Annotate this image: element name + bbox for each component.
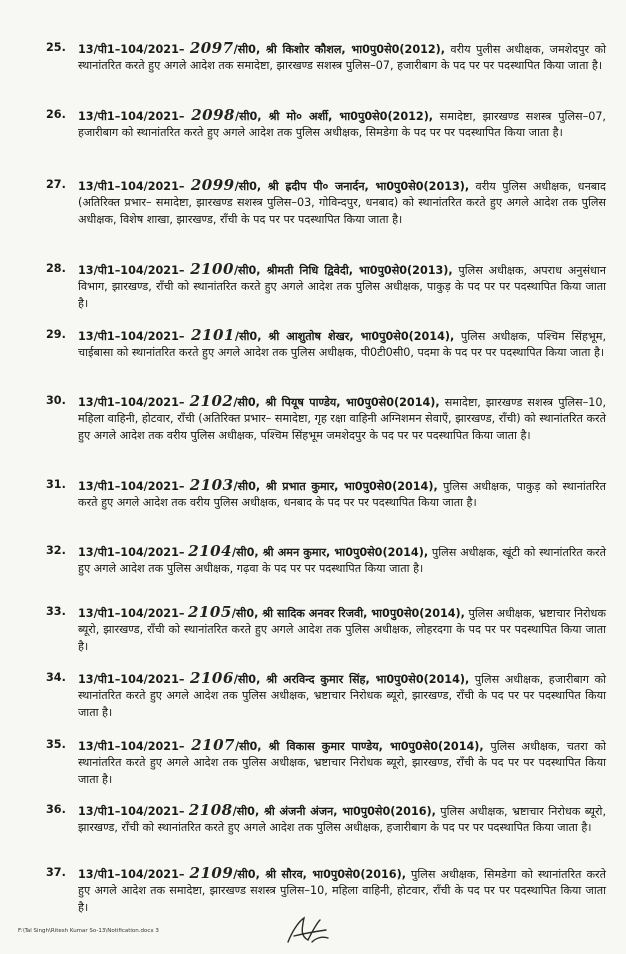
order-code: 13/पी1–104/2021–: [78, 740, 185, 753]
item-number: 25.: [46, 41, 66, 54]
handwritten-number: 2098: [191, 106, 235, 124]
order-code: 13/पी1–104/2021–: [78, 673, 185, 686]
item-number: 27.: [46, 178, 66, 191]
item-text: [78, 604, 606, 655]
item-number: 32.: [46, 544, 66, 557]
handwritten-number: 2105: [188, 603, 232, 621]
list-item: [46, 261, 606, 312]
handwritten-number: 2102: [189, 392, 234, 410]
item-body: पुलिस अधीक्षक, अपराध अनुसंधान विभाग, झारखण्ड, राँची को स्थानांतरित करते हुए अगले आदेश तक पुलिस अधीक्षक, पाकुड़ के पद पर पर पदस्थापित किया जाता है।: [78, 264, 606, 310]
officer-name: /सी0, श्री विकास कुमार पाण्डेय, भा0पु0से0(2014),: [234, 740, 484, 753]
list-item: [46, 177, 606, 228]
list-item: [46, 737, 606, 788]
officer-name: /सी0, श्री ह्रदीप पी० जनार्दन, भा0पु0से0(2013),: [234, 180, 470, 193]
item-text: [78, 40, 606, 75]
handwritten-number: 2107: [191, 736, 235, 754]
item-body: पुलिस अधीक्षक, सिमडेगा को स्थानांतरित करते हुए अगले आदेश तक समादेष्टा, झारखण्ड सशस्त्र पुलिस–10, महिला वाहिनी, होटवार, राँची के पद पर पर पदस्थापित किया जाता है।: [78, 868, 606, 914]
item-body: समादेष्टा, झारखण्ड सशस्त्र पुलिस–10, महिला वाहिनी, होटवार, राँची (अतिरिक्त प्रभार– समादेष्टा, गृह रक्षा वाहिनी अग्निशमन सेवाएँ, झारखण्ड, राँची) को स्थानांतरित करते हुए अगले आदेश तक वरीय पुलिस अधीक्षक, पश्चिम सिंहभूम जमशेदपुर के पद पर पर पदस्थापित किया जाता है।: [78, 396, 606, 442]
handwritten-number: 2101: [191, 326, 235, 344]
handwritten-number: 2106: [190, 669, 234, 687]
item-body: पुलिस अधीक्षक, पाकुड़ को स्थानांतरित करते हुए अगले आदेश तक वरीय पुलिस अधीक्षक, धनबाद के पद पर पर पदस्थापित किया जाता है।: [78, 480, 606, 510]
officer-name: /सी0, श्री पियूष पाण्डेय, भा0पु0से0(2014),: [233, 396, 440, 409]
officer-name: /सी0, श्रीमती निधि द्विवेदी, भा0पु0से0(2013),: [233, 264, 453, 277]
item-text: [78, 107, 606, 142]
item-number: 33.: [46, 605, 66, 618]
handwritten-number: 2108: [188, 801, 233, 819]
officer-name: /सी0, श्री आशुतोष शेखर, भा0पु0से0(2014),: [234, 330, 455, 343]
list-item: [46, 865, 606, 916]
item-text: [78, 543, 606, 578]
item-body: पुलिस अधीक्षक, पश्चिम सिंहभूम, चाईबासा को स्थानांतरित करते हुए अगले आदेश तक पुलिस अधीक्षक, पी0टी0सी0, पदमा के पद पर पर पदस्थापित किया जाता है।: [78, 330, 606, 360]
officer-name: /सी0, श्री प्रभात कुमार, भा0पु0से0(2014),: [233, 480, 438, 493]
item-body: पुलिस अधीक्षक, खूंटी को स्थानांतरित करते हुए अगले आदेश तक पुलिस अधीक्षक, गढ़वा के पद पर पर पदस्थापित किया जाता है।: [78, 546, 607, 576]
order-code: 13/पी1–104/2021–: [78, 396, 185, 409]
order-code: 13/पी1–104/2021–: [78, 480, 185, 493]
order-code: 13/पी1–104/2021–: [78, 607, 185, 620]
signature: [282, 914, 334, 948]
item-number: 34.: [46, 671, 66, 684]
item-text: [78, 393, 606, 444]
item-number: 37.: [46, 866, 66, 879]
handwritten-number: 2109: [189, 864, 234, 882]
item-body: पुलिस अधीक्षक, भ्रष्टाचार निरोधक ब्यूरो, झारखण्ड, राँची को स्थानांतरित करते हुए अगले आदेश तक पुलिस अधीक्षक, लोहरदगा के पद पर पर पदस्थापित किया जाता है।: [78, 607, 606, 653]
officer-name: /सी0, श्री सादिक अनवर रिजवी, भा0पु0से0(2014),: [231, 607, 465, 620]
handwritten-number: 2097: [189, 39, 234, 57]
officer-name: /सी0, श्री अरविन्द कुमार सिंह, भा0पु0से0(2014),: [233, 673, 470, 686]
officer-name: /सी0, श्री अमन कुमार, भा0पु0से0(2014),: [232, 546, 429, 559]
order-code: 13/पी1–104/2021–: [78, 330, 185, 343]
item-number: 29.: [46, 328, 66, 341]
item-number: 35.: [46, 738, 66, 751]
order-code: 13/पी1–104/2021–: [78, 868, 185, 881]
list-item: [46, 604, 606, 655]
list-item: [46, 327, 606, 362]
officer-name: /सी0, श्री मो० अर्शी, भा0पु0से0(2012),: [234, 110, 434, 123]
officer-name: /सी0, श्री सौरव, भा0पु0से0(2016),: [233, 868, 406, 881]
list-item: [46, 802, 606, 837]
handwritten-number: 2104: [188, 542, 233, 560]
list-item: [46, 40, 606, 75]
handwritten-number: 2100: [190, 260, 234, 278]
list-item: [46, 393, 606, 444]
item-text: [78, 177, 606, 228]
item-body: वरीय पुलीस अधीक्षक, जमशेदपुर को स्थानांतरित करते हुए अगले आदेश तक समादेष्टा, झारखण्ड सशस्त्र पुलिस–07, हजारीबाग के पद पर पर पदस्थापित किया जाता है।: [78, 43, 606, 73]
handwritten-number: 2099: [190, 176, 235, 194]
item-text: [78, 802, 606, 837]
item-text: [78, 865, 606, 916]
item-text: [78, 261, 606, 312]
item-number: 26.: [46, 108, 66, 121]
item-text: [78, 477, 606, 512]
file-path-footer: F:\Tal Singh\Ritesh Kumar So-13\Notification.docx 3: [18, 928, 159, 934]
item-text: [78, 327, 606, 362]
list-item: [46, 107, 606, 142]
item-body: पुलिस अधीक्षक, हजारीबाग को स्थानांतरित करते हुए अगले आदेश तक पुलिस अधीक्षक, भ्रष्टाचार निरोधक ब्यूरो, झारखण्ड, राँची के पद पर पर पदस्थापित किया जाता है।: [78, 673, 606, 719]
officer-name: /सी0, श्री अंजनी अंजन, भा0पु0से0(2016),: [232, 805, 436, 818]
item-text: [78, 737, 606, 788]
order-code: 13/पी1–104/2021–: [78, 546, 185, 559]
item-body: पुलिस अधीक्षक, चतरा को स्थानांतरित करते हुए अगले आदेश तक पुलिस अधीक्षक, भ्रष्टाचार निरोधक ब्यूरो, झारखण्ड, राँची के पद पर पर पदस्थापित किया जाता है।: [78, 740, 606, 786]
item-body: समादेष्टा, झारखण्ड सशस्त्र पुलिस–07, हजारीबाग को स्थानांतरित करते हुए अगले आदेश तक पुलिस अधीक्षक, सिमडेगा के पद पर पर पदस्थापित किया जाता है।: [78, 110, 606, 140]
item-number: 31.: [46, 478, 66, 491]
list-item: [46, 543, 606, 578]
list-item: [46, 670, 606, 721]
order-code: 13/पी1–104/2021–: [78, 264, 185, 277]
item-number: 36.: [46, 803, 66, 816]
item-number: 30.: [46, 394, 66, 407]
handwritten-number: 2103: [189, 476, 234, 494]
order-code: 13/पी1–104/2021–: [78, 180, 185, 193]
list-item: [46, 477, 606, 512]
order-code: 13/पी1–104/2021–: [78, 110, 185, 123]
order-code: 13/पी1–104/2021–: [78, 43, 185, 56]
item-number: 28.: [46, 262, 66, 275]
item-body: वरीय पुलिस अधीक्षक, धनबाद (अतिरिक्त प्रभार– समादेष्टा, झारखण्ड सशस्त्र पुलिस–03, गोविन्दपुर, धनबाद) को स्थानांतरित करते हुए अगले आदेश तक पुलिस अधीक्षक, विशेष शाखा, झारखण्ड, राँची के पद पर पर पदस्थापित किया जाता है।: [78, 180, 606, 226]
item-body: पुलिस अधीक्षक, भ्रष्टाचार निरोधक ब्यूरो, झारखण्ड, राँची को स्थानांतरित करते हुए अगले आदेश तक पुलिस अधीक्षक, हजारीबाग के पद पर पर पदस्थापित किया जाता है।: [78, 805, 606, 835]
item-text: [78, 670, 606, 721]
order-code: 13/पी1–104/2021–: [78, 805, 185, 818]
officer-name: /सी0, श्री किशोर कौशल, भा0पु0से0(2012),: [233, 43, 446, 56]
